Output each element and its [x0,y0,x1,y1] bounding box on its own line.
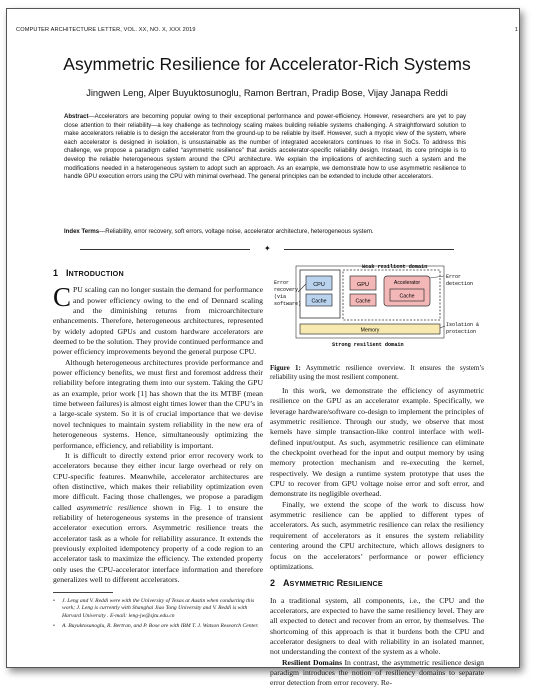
error-detection-label: Error [446,274,462,280]
intro-paragraph-1-text: PU scaling can no longer sustain the demand for performance and power efficiency owing to the end of Dennard scaling and the diminishing returns from microarchitecture enhancements. Therefore, heterogeneous architectures, represented by widely adopted GPUs and custom hardware accelerators are deemed to be the solution. They provide continued performance and power efficiency improvements beyond the general purpose CPU. [53,285,263,357]
index-terms-text: —Reliability, error recovery, soft errors, voltage noise, accelerator architecture, heterogeneous system. [99,229,374,235]
detection-arrow [430,276,444,278]
footnote-1 [53,598,263,620]
accelerator-label: Accelerator [393,280,421,286]
section-title-rest: NTRODUCTION [68,269,124,278]
svg-text:protection: protection [446,329,477,335]
right-column [270,386,484,689]
caption-label: Figure 1: [270,364,301,372]
memory-label: Memory [360,327,380,334]
right-paragraph-2: Finally, we extend the scope of the work to discuss how asymmetric resilience can be applied to different types of accelerators. As such, asymmetric resilience can relax the resiliency requirement of accelerators as it ensures the system reliability centering around the CPU architecture, which allows designers to focus on the accelerators’ performance or power efficiency optimizations. [270,499,484,571]
intro-p3-emphasis: asymmetric resilience [76,502,148,512]
footnote-bullet: • [53,598,55,604]
svg-text:(via: (via [274,294,287,300]
section-title-rest: SYMMETRIC [289,579,337,589]
resilient-domains-heading: Resilient Domains [282,657,343,667]
left-column [53,268,263,585]
footnote-rule [53,592,113,593]
intro-paragraph-2: Although heterogeneous architectures provide performance and power efficiency benefits, we must first and foremost address their reliability before integrating them into our system. Taking the GPU as an example, prior work [1] has shown that the its MTBF (mean time between failures) is almost eight times lower than the CPU’s in a large-scale system. So it is of crucial importance that we devise novel techniques to maintain system reliability in the new era of heterogeneous systems. Hence, simultaneously optimizing the performance, efficiency, and reliability is important. [53,357,263,450]
paper-title: Asymmetric Resilience for Accelerator-Rich Systems [63,54,471,74]
abstract-label: Abstract [64,114,89,120]
abstract [64,113,466,182]
footnote-2 [53,623,263,630]
intro-p3-part-b: shown in Fig. 1 to ensure the reliability of heterogeneous systems in the presence of transient accelerator execution errors. Asymmetric resilience treats the accelerator task as a whole for reliability assurance. It extends the previously exploited idempotency property of a code region to an accelerator task to maximize the efficiency. The extended property only uses the CPU-accelerator interface information and therefore generalizes well to different accelerators. [53,502,263,584]
journal-header: COMPUTER ARCHITECTURE LETTER, VOL. XX, NO. X, XXX 2019 [16,27,196,33]
svg-text:software): software) [274,301,302,307]
strong-domain-label: Strong resilient domain [332,342,404,348]
gpu-cache-label: Cache [355,298,371,305]
section-divider [80,244,454,253]
author-list: Jingwen Leng, Alper Buyuktosunoglu, Ramon Bertran, Pradip Bose, Vijay Janapa Reddi [86,88,448,98]
recovery-arrow [298,284,306,292]
svg-text:recovery: recovery [274,287,299,293]
cpu-cache-label: Cache [311,298,327,305]
drop-cap: C [53,282,72,313]
cpu-label: CPU [313,282,325,288]
intro-paragraph-3 [53,451,263,585]
intro-paragraph-1 [53,282,263,357]
isolation-label: Isolation & [446,322,480,328]
footnote-1-text: J. Leng and V. Reddi were with the University of Texas at Austin when conducting this work; J. Leng is currently with Shanghai Jiao Tong University and V. Reddi is with Harvard University . E-mail: leng-jw@sjtu.edu.cn [62,598,255,619]
section-heading-introduction [53,268,263,279]
section-number: 2 [270,578,276,589]
weak-domain-label: Weak resilient domain [362,264,428,270]
intro-p3-part-a: It is difficult to directly extend prior error recovery work to accelerators because they either incur large overhead or rely on CPU-specific features. Meanwhile, accelerator architectures are often distinctive, which makes their reliability optimization even more difficult. Facing those challenges, we propose a paradigm called [53,450,263,512]
index-terms-label: Index Terms [64,229,100,235]
figure-1 [272,262,482,354]
divider-ornament: ✦ [264,244,271,253]
footnote-bullet: • [53,622,55,629]
section-number: 1 [53,268,59,278]
right-paragraph-1: In this work, we demonstrate the efficiency of asymmetric resilience on the GPU as an accelerator example. Specifically, we leverage hardware/software co-design to implement the principles of asymmetric resilience. Through our study, we observe that most kernels have simple transaction-like control interface with well-defined input/output. As such, asymmetric resilience can eliminate the checkpoint overhead for the input and output memory by using memory protection mechanism and re-executing the kernel, respectively. We design a runtime system prototype that uses the CPU to recover from GPU voltage noise error and soft error, and demonstrate its negligible overhead. [270,386,484,499]
footnote-2-text: A. Buyuktosunoglu, R. Bertran, and P. Bose are with IBM T. J. Watson Research Center. [62,622,259,629]
gpu-label: GPU [357,282,369,288]
figure-caption [270,364,484,382]
section-title-rest-2: ESILIENCE [343,579,383,589]
section-title-initial: I [66,268,69,278]
page-number: 1 [514,27,518,33]
abstract-text: —Accelerators are becoming popular owing to their exceptional performance and power-efficiency. However, researchers are yet to pay close attention to their reliability—a key challenge as technology scaling makes building reliable systems challenging. A straightforward solution to make accelerators reliable is to design the accelerator from the ground-up to be reliable by itself. However, such a myopic view of the system, where each accelerator is designed in isolation, is unsustainable as the number of integrated accelerators continues to rise in SoCs. To address this challenge, we propose a paradigm called “asymmetric resilience” that avoids accelerator-specific reliability design. Instead, its core principle is to develop the reliable heterogeneous system around the CPU architecture. We explain the implications of architecting such a system and the modifications needed in a heterogeneous system to adopt such an approach. As an example, we demonstrate how to use asymmetric resilience to handle GPU execution errors using the CPU with minimal overhead. The general principles can be extended to include other accelerators. [64,114,466,181]
footnotes [53,598,263,633]
caption-text: Asymmetric resilience overview. It ensures the system’s reliability using the most resilient component. [270,364,484,381]
error-recovery-label: Error [274,280,290,286]
accelerator-cache-label: Cache [399,293,415,300]
svg-text:detection: detection [446,281,474,287]
asymmetric-resilience-diagram [272,262,482,354]
running-header [16,27,518,33]
section2-paragraph-1: In a traditional system, all components, i.e., the CPU and the accelerators, are expected to have the same resiliency level. They are all expected to detect and recover from an error, by themselves. The shortcoming of this approach is that it burdens both the CPU and accelerator designers to deal with reliability in an isolated manner, not understanding the context of the system as a whole. [270,595,484,657]
section-heading-asymmetric-resilience [270,578,484,589]
section-title-initial-2: R [336,578,344,589]
section-title-initial: A [283,578,290,589]
index-terms [64,229,466,235]
section2-paragraph-2-text: In contrast, the asymmetric resilience design paradigm introduces the notion of resiliency domains to separate error detection from error recovery. Re- [270,657,485,688]
